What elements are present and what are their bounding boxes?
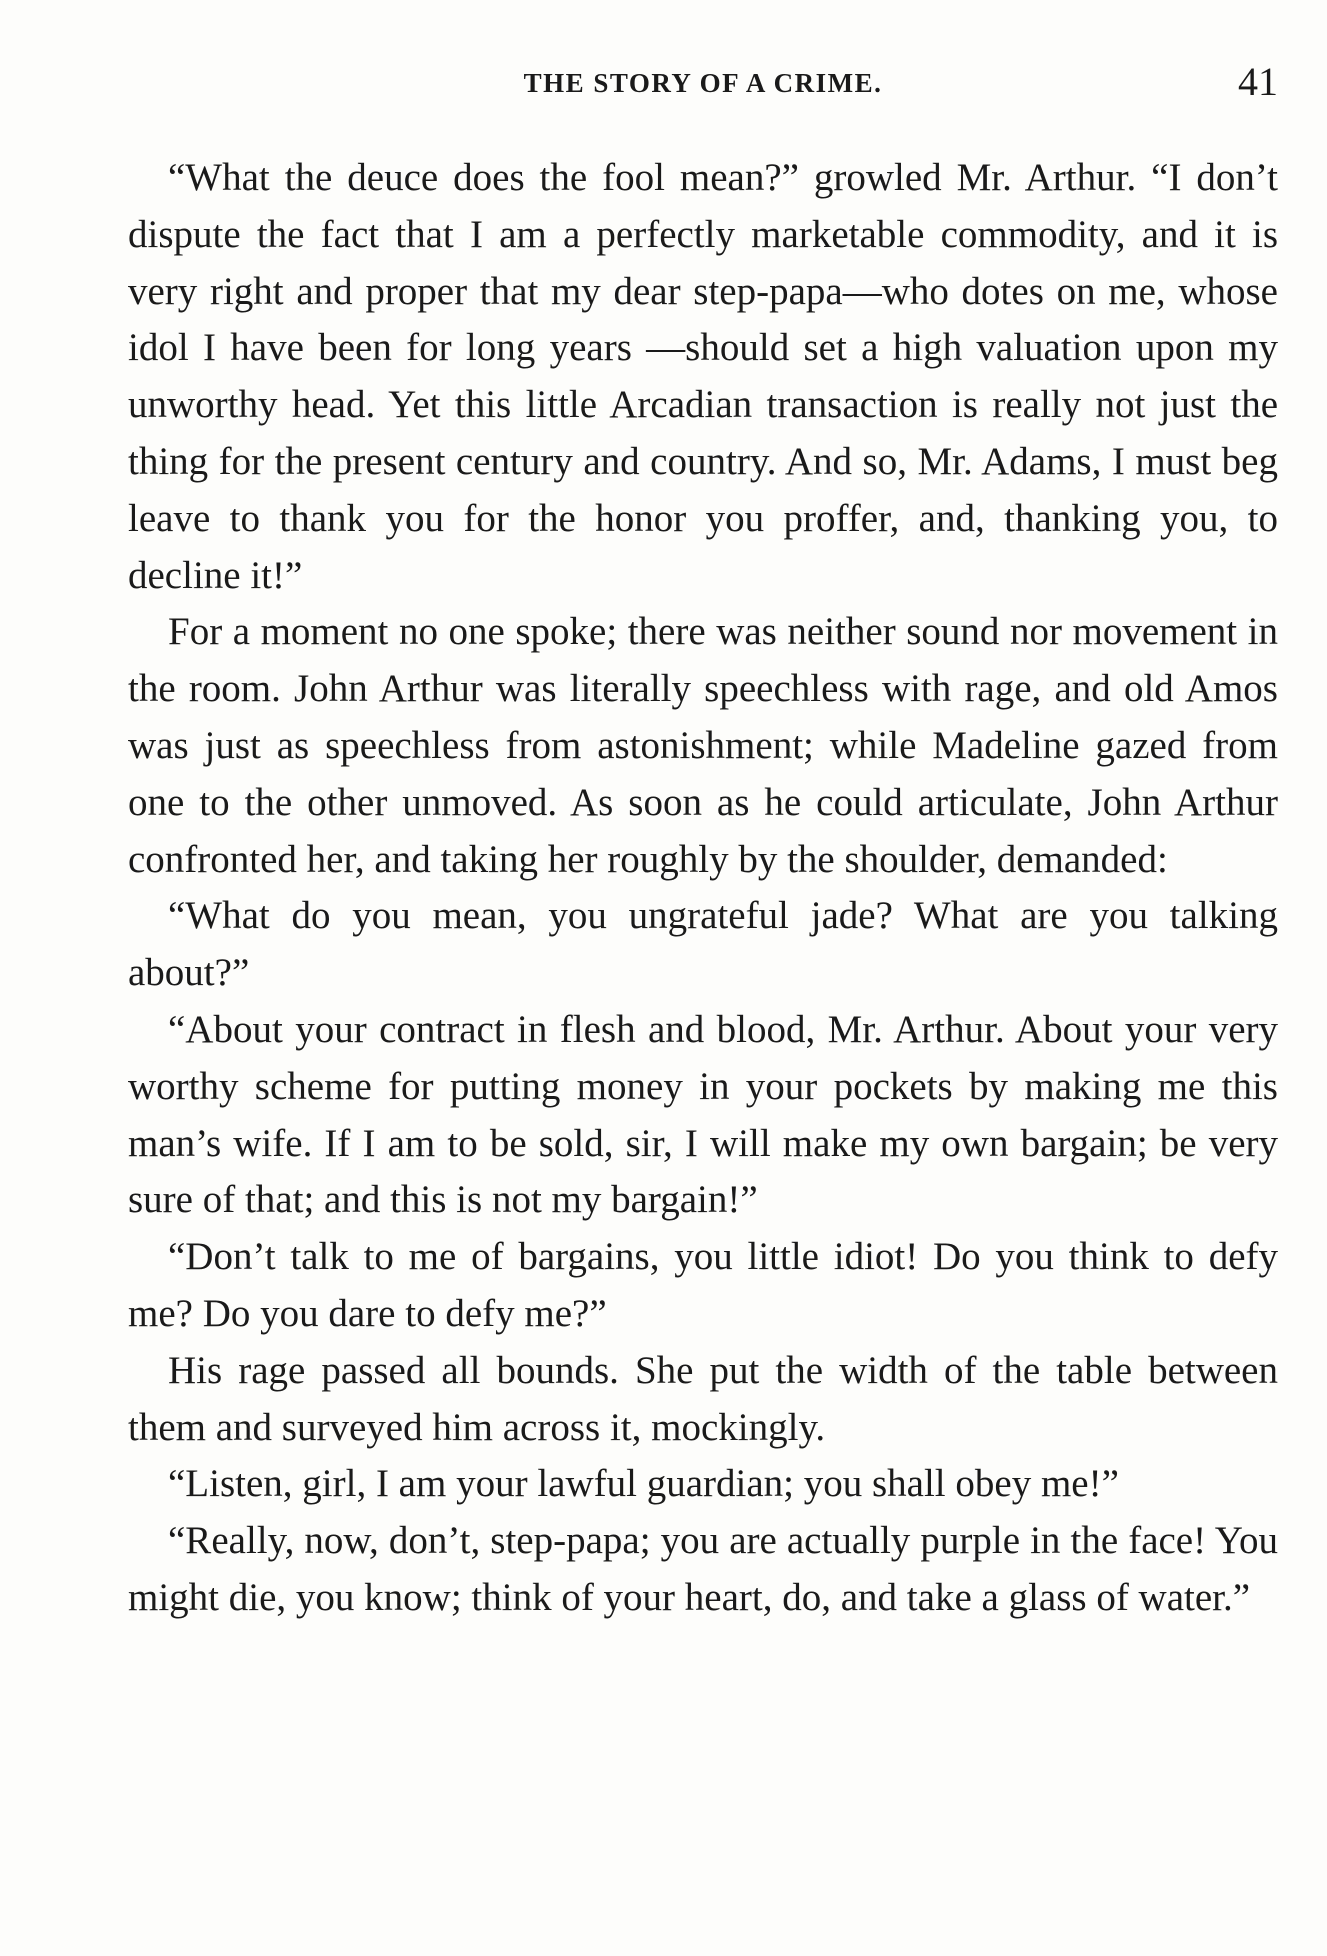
paragraph: “Don’t talk to me of bargains, you little idiot! Do you think to defy me? Do you dare to defy me?”	[128, 1235, 1278, 1335]
page-number: 41	[1238, 59, 1278, 104]
paragraph: “About your contract in flesh and blood, Mr. Arthur. About your very worthy scheme for putting money in your pockets by making me this man’s wife. If I am to be sold, sir, I will make my own bargain; be very sure of that; and this is not my bargain!”	[128, 1007, 1278, 1222]
paragraph: For a moment no one spoke; there was neither sound nor movement in the room. John Arthur was literally speechless with rage, and old Amos was just as speechless from astonishment; while Madeline gazed from one to the other unmoved. As soon as he could articulate, John Arthur confronted her, and taking her roughly by the shoulder, demanded:	[128, 610, 1278, 881]
paragraph: “Listen, girl, I am your lawful guardian; you shall obey me!”	[168, 1462, 1119, 1506]
paragraph: “What the deuce does the fool mean?” growled Mr. Arthur. “I don’t dispute the fact that I am a perfectly marketable commodity, and it is very right and proper that my dear step-papa—who dotes on me, whose idol I have been for long years —should set a high valuation upon my unworthy head. Yet this little Arcadian transaction is really not just the thing for the present century and country. And so, Mr. Adams, I must beg leave to thank you for the honor you proffer, and, thanking you, to decline it!”	[128, 156, 1278, 597]
paragraph: “Really, now, don’t, step-papa; you are actually purple in the face! You might die, you know; think of your heart, do, and take a glass of water.”	[128, 1519, 1278, 1619]
paragraph: His rage passed all bounds. She put the width of the table between them and surveyed him across it, mockingly.	[128, 1348, 1278, 1449]
paragraph: “What do you mean, you ungrateful jade? What are you talking about?”	[128, 894, 1278, 995]
running-title: THE STORY OF A CRIME.	[523, 68, 883, 98]
running-head	[128, 58, 1278, 108]
body-text	[128, 150, 1278, 1627]
